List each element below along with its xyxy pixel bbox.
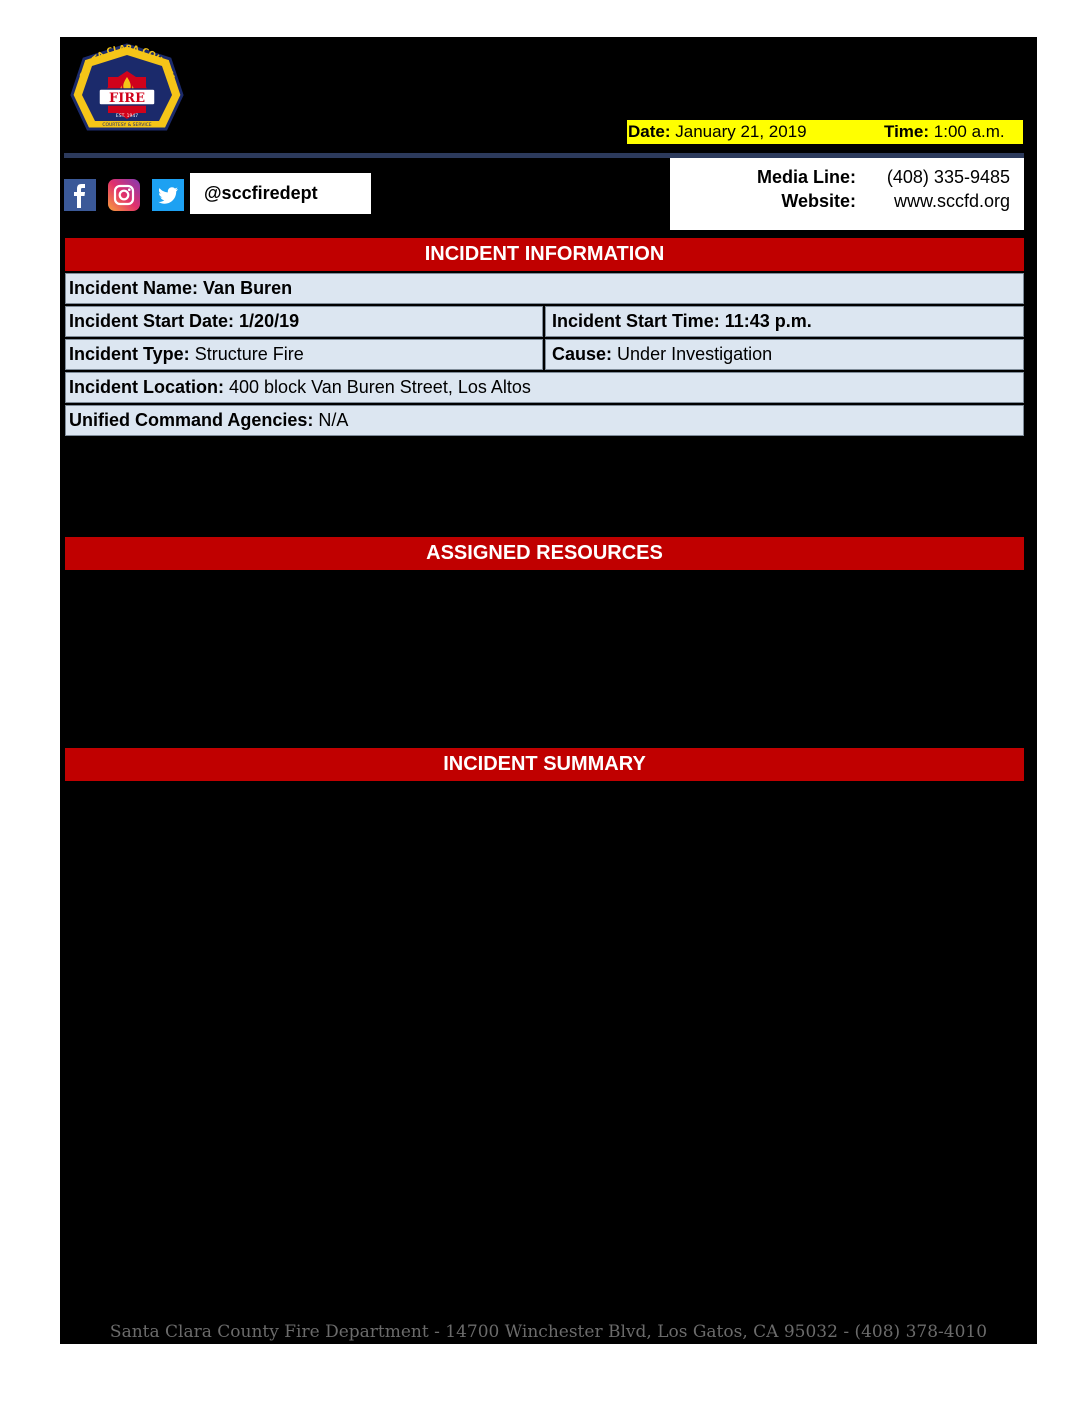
incident-information-header: INCIDENT INFORMATION bbox=[65, 238, 1024, 271]
website-label: Website: bbox=[781, 191, 856, 211]
svg-text:EST. 1947: EST. 1947 bbox=[115, 114, 139, 119]
twitter-handle[interactable]: @sccfiredept bbox=[190, 173, 371, 214]
release-datetime bbox=[627, 120, 1023, 144]
incident-location-cell: Incident Location: 400 block Van Buren Street, Los Altos bbox=[65, 372, 1024, 403]
media-line-row bbox=[670, 165, 1024, 189]
page bbox=[60, 37, 1037, 1344]
table-row bbox=[65, 306, 1024, 337]
instagram-icon[interactable] bbox=[108, 179, 140, 211]
incident-information-table bbox=[65, 273, 1024, 438]
page-footer: Santa Clara County Fire Department - 14700 Winchester Blvd, Los Gatos, CA 95032 - (408) 378-4010 bbox=[109, 1322, 988, 1342]
cause-cell: Cause: Under Investigation bbox=[545, 339, 1024, 370]
table-row bbox=[65, 372, 1024, 403]
svg-text:COURTESY & SERVICE: COURTESY & SERVICE bbox=[102, 123, 152, 128]
svg-text:FIRE: FIRE bbox=[108, 91, 146, 106]
unified-command-cell: Unified Command Agencies: N/A bbox=[65, 405, 1024, 436]
release-time: Time: 1:00 a.m. bbox=[884, 122, 1005, 141]
department-logo bbox=[66, 43, 188, 133]
fire-badge-icon bbox=[66, 43, 188, 133]
website-row bbox=[670, 189, 1024, 213]
incident-type-cell: Incident Type: Structure Fire bbox=[65, 339, 543, 370]
table-row bbox=[65, 405, 1024, 436]
media-contact-box bbox=[670, 158, 1024, 230]
incident-start-time-cell: Incident Start Time: 11:43 p.m. bbox=[545, 306, 1024, 337]
incident-start-date-cell: Incident Start Date: 1/20/19 bbox=[65, 306, 543, 337]
assigned-resources-header: ASSIGNED RESOURCES bbox=[65, 537, 1024, 570]
facebook-icon[interactable] bbox=[64, 179, 96, 211]
table-row bbox=[65, 339, 1024, 370]
website-link[interactable]: www.sccfd.org bbox=[893, 191, 1010, 211]
svg-text:SANTA CLARA COUNTY: SANTA CLARA COUNTY bbox=[78, 43, 176, 81]
media-line-label: Media Line: bbox=[756, 167, 856, 187]
incident-summary-header: INCIDENT SUMMARY bbox=[65, 748, 1024, 781]
media-line-value[interactable]: (408) 335-9485 bbox=[886, 167, 1010, 187]
table-row bbox=[65, 273, 1024, 304]
release-date: Date: January 21, 2019 bbox=[628, 122, 807, 141]
incident-name-cell: Incident Name: Van Buren bbox=[65, 273, 1024, 304]
twitter-icon[interactable] bbox=[152, 179, 184, 211]
